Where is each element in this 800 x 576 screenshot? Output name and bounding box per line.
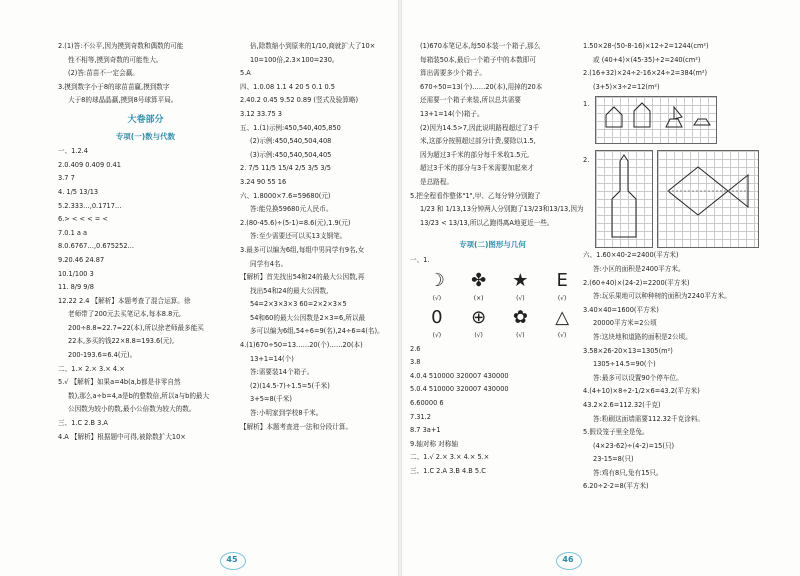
answer-line: 3.摸到数字小于8的球苗苗赢,摸到数字 <box>58 82 170 91</box>
shape-mark: (√) <box>516 332 525 340</box>
shape-mark: (√) <box>432 332 442 340</box>
answer-line: (2)答:苗苗不一定会赢。 <box>68 69 139 78</box>
answer-line: 5.√ 【解析】如果a=4b(a,b都是非零自然 <box>58 378 181 387</box>
symmetry-shapes-row-2 <box>424 307 575 343</box>
answer-line: 2.6 <box>410 344 421 353</box>
answer-line: 3.8 <box>410 358 421 367</box>
answer-line: 200-193.6=6.4(元)。 <box>68 351 137 360</box>
answer-line: 5.A <box>240 69 251 78</box>
col4-bottom-answers <box>583 249 783 494</box>
answer-line: 4.A 【解析】根据题中可得,被除数扩大10× <box>58 432 186 441</box>
answer-line: 9.20.46 24.87 <box>58 255 105 264</box>
answer-line: (3+5)×3÷2=12(m²) <box>593 82 660 91</box>
shape-item <box>549 270 575 306</box>
answer-line: 答:小区的面积是2400平方米。 <box>593 264 685 273</box>
answer-line: 性不相等,摸到奇数的可能性大。 <box>68 55 163 64</box>
col4-top-answers <box>583 40 783 94</box>
page-number-right: 46 <box>556 552 580 568</box>
answer-line: 找出54和24的最大公因数, <box>250 286 329 295</box>
answer-line: 2.(80-45.6)÷(5-1)=8.6(元),1.9(元) <box>240 218 351 227</box>
answer-line: 7.0.1 a a <box>58 228 88 237</box>
column-4 <box>583 40 783 494</box>
shape-item <box>466 307 492 343</box>
shape-mark: (√) <box>557 294 567 302</box>
symmetry-shapes-row-1 <box>424 270 575 306</box>
answer-line: 23-15=8(只) <box>593 455 634 464</box>
answer-line: 1305÷14.5=90(个) <box>593 360 656 369</box>
answer-line: 2.(60+40)×(24-2)=2200(平方米) <box>583 278 690 287</box>
answer-line: 7.31.2 <box>410 412 431 421</box>
house-figures-svg <box>596 97 716 143</box>
answer-line: 答:至少需要还可以买13支钢笔。 <box>250 232 347 241</box>
answer-line: 超过3千米的部分与3千米需要加起来才 <box>420 164 534 173</box>
answer-line: 6.60000 6 <box>410 399 444 408</box>
answer-line: 4. 1/5 13/13 <box>58 187 99 196</box>
answer-line: 54=2×3×3×3 60=2×2×3×5 <box>250 300 347 309</box>
answer-line: 10.1/100 3 <box>58 269 94 278</box>
col3-answers-after <box>410 343 575 479</box>
answer-line: 大于8的球晶晶赢,摸到8号球算平局。 <box>68 96 178 105</box>
answer-line: 6.> < < < = < <box>58 215 108 224</box>
answer-line: 答:这块地和道路的面积是2公顷。 <box>593 332 692 341</box>
answer-line: 10=100倍,2.3×100=230。 <box>250 55 339 64</box>
answer-line: (4×23-62)÷(4-2)=15(只) <box>593 441 675 450</box>
answer-line: 4.0.4 510000 320007 430000 <box>410 371 509 380</box>
answer-line: 3.58×26-20×13=1305(m²) <box>583 346 673 355</box>
answer-line: 5.假设笼子里全是兔。 <box>583 428 649 437</box>
column-1 <box>58 40 233 444</box>
book-gutter <box>398 0 402 576</box>
shape-mark: (×) <box>473 294 484 302</box>
shape-glyph: ✿ <box>512 307 528 329</box>
column-3 <box>410 40 584 479</box>
shape-item <box>508 270 534 306</box>
figure-label-1: 1. <box>583 100 590 109</box>
answer-line: (2)(14.5-7)÷1.5=5(千米) <box>250 381 330 390</box>
shape-glyph: 0 <box>431 307 443 329</box>
figures-area <box>583 94 783 249</box>
answer-line: 六、1.60×40-2=2400(平方米) <box>583 251 679 260</box>
col1-answers <box>58 145 233 444</box>
answer-line: 2.(16+32)×24÷2-16×24÷2=384(m²) <box>583 69 708 78</box>
answer-line: 9.轴对称 对称轴 <box>410 439 458 448</box>
answer-line: (2)因为14.5>7,因此说明路程超过了3千 <box>420 123 540 132</box>
answer-line: 每箱装50本,最后一个箱子中的本数即可 <box>420 55 536 64</box>
answer-line: 3+5=8(千米) <box>250 395 292 404</box>
col2-answers <box>240 40 390 434</box>
answer-line: 答:最多可以设置90个停车位。 <box>593 373 683 382</box>
answer-line: 3.12 33.75 3 <box>240 109 282 118</box>
tower-figure-svg <box>596 151 652 247</box>
subsection-title-1: 专项(一)数与代数 <box>115 131 176 141</box>
answer-line: 三、1.C 2.A 3.B 4.B 5.C <box>410 467 486 476</box>
answer-line: 5.0.4 510000 320007 430000 <box>410 385 509 394</box>
shape-glyph: ★ <box>512 269 529 291</box>
shape-item <box>424 307 450 343</box>
subsection-title-2: 专项(二)图形与几何 <box>459 240 526 250</box>
shape-glyph: E <box>556 269 568 291</box>
shape-item <box>466 270 492 306</box>
answer-line: 还需要一个箱子来装,所以总共需要 <box>420 96 522 105</box>
answer-line: 13+1=14(个) <box>250 354 294 363</box>
answer-line: 200÷8.8≈22.7≈22(本),所以徐老师最多能买 <box>68 323 204 332</box>
answer-line: 三、1.C 2.B 3.A <box>58 419 108 428</box>
section-title: 大卷部分 <box>127 114 164 125</box>
answer-line: 多可以编为6组,54÷6=9(名),24÷6=4(名)。 <box>250 327 384 336</box>
answer-line: 2.40.2 0.45 9.52 0.89 (竖式及验算略) <box>240 96 359 105</box>
answer-line: 2. 7/5 11/5 15/4 2/5 3/5 3/5 <box>240 164 331 173</box>
answer-line: 答:能兑换59680元人民币。 <box>250 205 333 214</box>
shape-item <box>424 270 450 306</box>
shape-mark: (√) <box>557 332 567 340</box>
answer-line: 1.50×28-(50-8-16)×12÷2=1244(cm²) <box>583 42 709 50</box>
shape-glyph: △ <box>555 307 570 329</box>
answer-line: 670÷50=13(个)……20(本),用掉的20本 <box>420 82 543 91</box>
answer-line: 5.2.333…,0.1717… <box>58 201 122 210</box>
shapes-label: 一、1. <box>410 255 430 264</box>
answer-line: 11. 8/9 9/8 <box>58 283 94 292</box>
col3-answers <box>410 40 584 230</box>
answer-line: 13+1=14(个)箱子。 <box>420 109 484 118</box>
answer-line: 倍,除数缩小到原来的1/10,商就扩大了10× <box>250 42 376 50</box>
figure-label-2: 2. <box>583 156 590 165</box>
answer-line: 【解析】本题考查进一法和分段计算。 <box>240 422 353 431</box>
shape-item <box>549 307 575 343</box>
page-number-left: 45 <box>220 552 244 568</box>
grid-figure-1 <box>595 96 717 144</box>
answer-line: 二、1.√ 2.× 3.× 4.× 5.× <box>410 453 490 462</box>
answer-line: 12.22 2.4 【解析】本题考查了混合运算。徐 <box>58 296 191 305</box>
answer-line: 22本,多买的钱22×8.8=193.6(元), <box>68 337 175 346</box>
answer-line: 2.0.409 0.409 0.41 <box>58 160 121 169</box>
answer-line: 2.(1)答:不公平,因为摸到奇数和偶数的可能 <box>58 42 184 50</box>
answer-line: 二、1.× 2.× 3.× 4.× <box>58 364 125 373</box>
answer-line: 同学有4名。 <box>250 259 288 268</box>
answer-line: 3.7 7 <box>58 174 75 183</box>
answer-line: 算出需要多少个箱子。 <box>420 69 486 78</box>
answer-line: 1/23 和 1/13,13分钟两人分别跑了13/23和13/13,因为 <box>420 205 584 214</box>
grid-figure-2b <box>657 150 759 248</box>
answer-line: 答:需要装14个箱子。 <box>250 368 314 377</box>
answer-line: 3.40×40=1600(平方米) <box>583 305 659 314</box>
answer-line: 因为超过3千米的部分每千米收1.5元, <box>420 150 530 159</box>
answer-line: 老师带了200元去买笔记本,每本8.8元, <box>68 310 181 319</box>
shape-item <box>508 307 534 343</box>
answer-line: 【解析】首先找出54和24的最大公因数,再 <box>240 273 365 282</box>
answer-line: 8.0.6767…,0.675252… <box>58 242 135 251</box>
answer-line: 3.24 90 55 16 <box>240 177 287 186</box>
answer-line: 答:玩乐果地可以种种树的面积为2240平方米。 <box>593 292 731 301</box>
shape-mark: (√) <box>516 294 525 302</box>
column-2 <box>240 40 390 434</box>
answer-line: 8.7 3a+1 <box>410 426 441 435</box>
answer-line: 54和60的最大公因数是2×3=6,所以最 <box>250 313 366 322</box>
answer-line: 5.把全程看作整体"1",甲、乙每分钟分别跑了 <box>410 191 541 200</box>
shape-mark: (√) <box>432 294 442 302</box>
answer-line: 五、1.(1)示例:450,540,405,850 <box>240 123 341 132</box>
grid-figure-2a <box>595 150 653 248</box>
answer-line: 答:粉刷这面墙需要112.32千克涂料。 <box>593 414 705 423</box>
answer-line: (2)示例:450,540,504,408 <box>250 137 332 146</box>
shape-glyph: ☽ <box>428 269 445 291</box>
answer-line: 是总路程。 <box>420 177 453 186</box>
answer-line: (1)670本笔记本,每50本装一个箱子,那么 <box>420 42 541 50</box>
answer-line: 6.20÷2-2=8(平方米) <box>583 482 649 491</box>
shape-mark: (√) <box>474 332 483 340</box>
answer-line: 六、1.8000×7.6=59680(元) <box>240 191 331 200</box>
answer-line: 一、1.2.4 <box>58 147 88 156</box>
answer-line: 4.(1)670÷50=13……20(个)……20(本) <box>240 341 363 350</box>
answer-line: 米,这部分按照超过部分计费,要除以1.5, <box>420 137 536 146</box>
answer-line: (3)示例:450,540,504,405 <box>250 150 332 159</box>
answer-line: 公因数为较小的数,最小公倍数为较大的数。 <box>68 405 196 414</box>
answer-line: 四、1.0.08 1.1 4 20 5 0.1 0.5 <box>240 82 335 91</box>
answer-line: 或 (40+4)×(45-35)÷2=240(cm²) <box>593 55 701 64</box>
fish-figure-svg <box>658 151 758 247</box>
answer-line: 43.2×2.6=112.32(千克) <box>583 400 661 409</box>
col1-intro <box>58 40 233 108</box>
shape-glyph: ⊕ <box>471 307 487 329</box>
shape-glyph: ✤ <box>471 269 487 291</box>
answer-line: 4.(4+10)×8÷2-1/2×6=43.2(平方米) <box>583 387 700 396</box>
answer-line: 20000平方米=2公顷 <box>593 319 657 328</box>
answer-line: 数),那么a÷b=4,a是b的整数倍,所以a与b的最大 <box>68 391 210 400</box>
answer-line: 3.最多可以编为6组,每组中男同学有9名,女 <box>240 245 365 254</box>
answer-line: 答:小明家到学校8千米。 <box>250 409 323 418</box>
answer-line: 13/23 < 13/13,所以乙跑得离A地更近一些。 <box>420 218 554 227</box>
answer-line: 答:鸡有8只,兔有15只。 <box>593 468 663 477</box>
